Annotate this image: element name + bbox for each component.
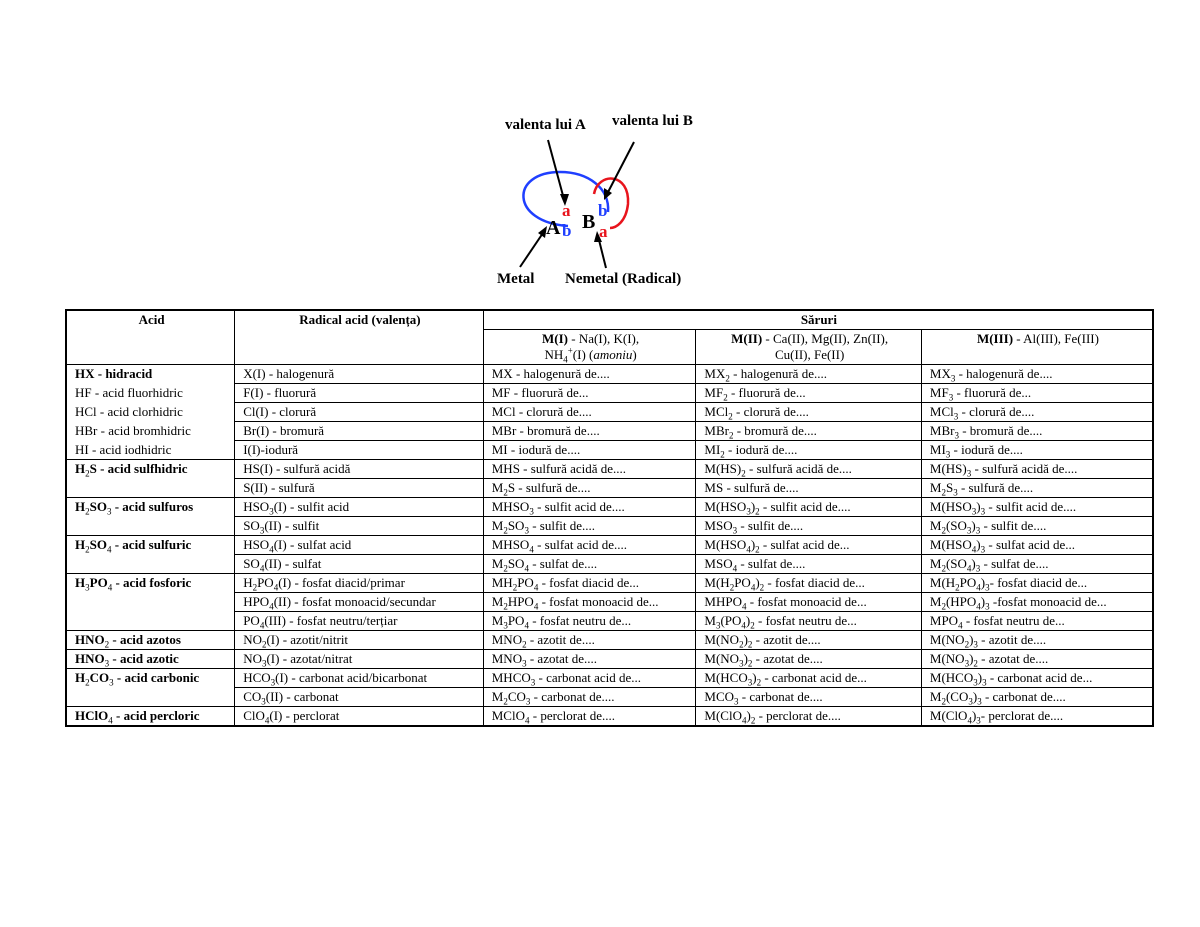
salt-m2-cell: $MI_2$ - iodură de.... bbox=[696, 441, 921, 460]
salt-m1-cell: $MH_2PO_4$ - fosfat diacid de... bbox=[483, 574, 696, 593]
table-row bbox=[66, 365, 1153, 384]
radical-cell: $SO_3(II)$ - sulfit bbox=[235, 517, 484, 536]
salt-m1-cell: $MHSO_4$ - sulfat acid de.... bbox=[483, 536, 696, 555]
salt-m2-cell: $MX_2$ - halogenură de.... bbox=[696, 365, 921, 384]
small-b-blue-2: b bbox=[598, 201, 608, 220]
radical-cell: $NO_2(I)$ - azotit/nitrit bbox=[235, 631, 484, 650]
acid-cell: HCl - acid clorhidric bbox=[66, 403, 235, 422]
salt-m3-cell: $M(NO_2)_3$ - azotit de.... bbox=[921, 631, 1153, 650]
acid-cell: $H_2S$ - acid sulfhidric bbox=[66, 460, 235, 479]
table-row bbox=[66, 669, 1153, 688]
salt-m3-cell: $M(H_2PO_4)_3-$ fosfat diacid de... bbox=[921, 574, 1153, 593]
acids-salts-table bbox=[65, 309, 1154, 727]
acid-cell bbox=[66, 593, 235, 612]
salt-m3-cell: $M(HSO_4)_3$ - sulfat acid de... bbox=[921, 536, 1153, 555]
salt-m3-cell: MCl$_3$ - clorură de.... bbox=[921, 403, 1153, 422]
radical-cell: $HSO_4(I)$ - sulfat acid bbox=[235, 536, 484, 555]
salt-m1-cell: $MNO_2$ - azotit de.... bbox=[483, 631, 696, 650]
acid-cell: $H_2CO_3$ - acid carbonic bbox=[66, 669, 235, 688]
salt-m3-cell: $MI_3$ - iodură de.... bbox=[921, 441, 1153, 460]
salt-m2-cell: $M(HSO_4)_2$ - sulfat acid de... bbox=[696, 536, 921, 555]
salt-m1-cell: $M_2SO_3$ - sulfit de.... bbox=[483, 517, 696, 536]
table-row bbox=[66, 441, 1153, 460]
letter-a: A bbox=[546, 217, 561, 239]
salt-m1-cell: $M_2SO_4$ - sulfat de.... bbox=[483, 555, 696, 574]
radical-cell: ClO$_4$(I) - perclorat bbox=[235, 707, 484, 727]
header-row-1 bbox=[66, 310, 1153, 330]
radical-cell: $SO_4(II)$ - sulfat bbox=[235, 555, 484, 574]
header-m2: M(II) - Ca(II), Mg(II), Zn(II), Cu(II), Fe(II) bbox=[696, 330, 921, 365]
small-b-blue-1: b bbox=[562, 221, 572, 240]
salt-m3-cell: $M_2(SO_3)_3$ - sulfit de.... bbox=[921, 517, 1153, 536]
salt-m3-cell: $M_2(HPO_4)_3$ -fosfat monoacid de... bbox=[921, 593, 1153, 612]
salt-m2-cell: $M(HSO_3)_2$ - sulfit acid de.... bbox=[696, 498, 921, 517]
label-valenta-a: valenta lui A bbox=[505, 117, 586, 133]
table-row bbox=[66, 593, 1153, 612]
salt-m1-cell: $M_2CO_3$ - carbonat de.... bbox=[483, 688, 696, 707]
table-body bbox=[66, 365, 1153, 727]
salt-m3-cell: $M_2(CO_3)_3$ - carbonat de.... bbox=[921, 688, 1153, 707]
salt-m3-cell: $MX_3$ - halogenură de.... bbox=[921, 365, 1153, 384]
acid-cell bbox=[66, 479, 235, 498]
radical-cell: $PO_4(III)$ - fosfat neutru/terțiar bbox=[235, 612, 484, 631]
table-row bbox=[66, 612, 1153, 631]
table-row bbox=[66, 650, 1153, 669]
acid-cell: $H_3PO_4$ - acid fosforic bbox=[66, 574, 235, 593]
radical-cell: I(I)-iodură bbox=[235, 441, 484, 460]
salt-m3-cell: $M(ClO_4)_3-$ perclorat de.... bbox=[921, 707, 1153, 727]
acid-cell bbox=[66, 517, 235, 536]
salt-m2-cell: MBr$_2$ - bromură de.... bbox=[696, 422, 921, 441]
radical-cell: S(II) - sulfură bbox=[235, 479, 484, 498]
salt-m3-cell: $MF_3$ - fluorură de... bbox=[921, 384, 1153, 403]
table-row bbox=[66, 384, 1153, 403]
salt-m3-cell: $MPO_4$ - fosfat neutru de... bbox=[921, 612, 1153, 631]
arrow-metal bbox=[520, 230, 545, 267]
salt-m3-cell: $M(HSO_3)_3$ - sulfit acid de.... bbox=[921, 498, 1153, 517]
salt-m1-cell: MX - halogenură de.... bbox=[483, 365, 696, 384]
table-row bbox=[66, 555, 1153, 574]
salt-m2-cell: $MHPO_4$ - fosfat monoacid de... bbox=[696, 593, 921, 612]
acid-cell: HX - hidracid bbox=[66, 365, 235, 384]
radical-cell: Cl(I) - clorură bbox=[235, 403, 484, 422]
radical-cell: Br(I) - bromură bbox=[235, 422, 484, 441]
radical-cell: $H_2PO_4(I)$ - fosfat diacid/primar bbox=[235, 574, 484, 593]
salt-m1-cell: MHS - sulfură acidă de.... bbox=[483, 460, 696, 479]
label-nemetal: Nemetal (Radical) bbox=[565, 271, 682, 287]
table-row bbox=[66, 517, 1153, 536]
radical-cell: $HPO_4(II)$ - fosfat monoacid/secundar bbox=[235, 593, 484, 612]
header-m1: M(I) - Na(I), K(I), $NH_4^+(I)$ (amoniu) bbox=[483, 330, 696, 365]
header-radical: Radical acid (valența) bbox=[235, 310, 484, 365]
acid-cell bbox=[66, 612, 235, 631]
small-a-red-2: a bbox=[599, 222, 608, 241]
small-a-red-1: a bbox=[562, 201, 571, 220]
table-row bbox=[66, 403, 1153, 422]
arrow-valenta-b bbox=[606, 142, 634, 196]
salt-m1-cell: $M_3PO_4$ - fosfat neutru de... bbox=[483, 612, 696, 631]
salt-m3-cell: $M_2S_3$ - sulfură de.... bbox=[921, 479, 1153, 498]
header-saruri: Săruri bbox=[483, 310, 1153, 330]
acid-cell: HF - acid fluorhidric bbox=[66, 384, 235, 403]
salt-m1-cell: $MHCO_3$ - carbonat acid de... bbox=[483, 669, 696, 688]
table-row bbox=[66, 460, 1153, 479]
salt-m1-cell: $MNO_3$ - azotat de.... bbox=[483, 650, 696, 669]
salt-m1-cell: MI - iodură de.... bbox=[483, 441, 696, 460]
salt-m1-cell: MF - fluorură de... bbox=[483, 384, 696, 403]
acid-cell: $H_2SO_4$ - acid sulfuric bbox=[66, 536, 235, 555]
header-m3: M(III) - Al(III), Fe(III) bbox=[921, 330, 1153, 365]
salt-m2-cell: $MSO_4$ - sulfat de.... bbox=[696, 555, 921, 574]
salt-m3-cell: $M(NO_3)_2$ - azotat de.... bbox=[921, 650, 1153, 669]
salt-m1-cell: MCl - clorură de.... bbox=[483, 403, 696, 422]
salt-m1-cell: MBr - bromură de.... bbox=[483, 422, 696, 441]
radical-cell: HS(I) - sulfură acidă bbox=[235, 460, 484, 479]
table-row bbox=[66, 574, 1153, 593]
acid-cell: HBr - acid bromhidric bbox=[66, 422, 235, 441]
salt-m2-cell: $M(H_2PO_4)_2$ - fosfat diacid de... bbox=[696, 574, 921, 593]
radical-cell: $NO_3(I)$ - azotat/nitrat bbox=[235, 650, 484, 669]
letter-b: B bbox=[582, 211, 596, 233]
valence-diagram bbox=[470, 100, 730, 300]
salt-m2-cell: $M(NO_2)_2$ - azotit de.... bbox=[696, 631, 921, 650]
table-row bbox=[66, 707, 1153, 727]
salt-m2-cell: $M_3(PO_4)_2$ - fosfat neutru de... bbox=[696, 612, 921, 631]
acid-cell bbox=[66, 688, 235, 707]
table-row bbox=[66, 688, 1153, 707]
table-row bbox=[66, 498, 1153, 517]
salt-m2-cell: $M(HS)_2$ - sulfură acidă de.... bbox=[696, 460, 921, 479]
salt-m3-cell: $M(HCO_3)_3$ - carbonat acid de... bbox=[921, 669, 1153, 688]
salt-m1-cell: $M_2S$ - sulfură de.... bbox=[483, 479, 696, 498]
table-row bbox=[66, 479, 1153, 498]
salt-m3-cell: $M(HS)_3$ - sulfură acidă de.... bbox=[921, 460, 1153, 479]
salt-m1-cell: MClO$_4$ - perclorat de.... bbox=[483, 707, 696, 727]
acid-cell: HI - acid iodhidric bbox=[66, 441, 235, 460]
radical-cell: $HSO_3(I)$ - sulfit acid bbox=[235, 498, 484, 517]
label-valenta-b: valenta lui B bbox=[612, 113, 693, 129]
salt-m2-cell: $M(NO_3)_2$ - azotat de.... bbox=[696, 650, 921, 669]
acid-cell: $HNO_2$ - acid azotos bbox=[66, 631, 235, 650]
salt-m2-cell: $MSO_3$ - sulfit de.... bbox=[696, 517, 921, 536]
salt-m2-cell: $M(ClO_4)_2$ - perclorat de.... bbox=[696, 707, 921, 727]
salt-m2-cell: MCl$_2$ - clorură de.... bbox=[696, 403, 921, 422]
acid-cell bbox=[66, 555, 235, 574]
salt-m1-cell: $MHSO_3$ - sulfit acid de.... bbox=[483, 498, 696, 517]
radical-cell: X(I) - halogenură bbox=[235, 365, 484, 384]
radical-cell: $CO_3(II)$ - carbonat bbox=[235, 688, 484, 707]
salt-m2-cell: $MCO_3$ - carbonat de.... bbox=[696, 688, 921, 707]
label-metal: Metal bbox=[497, 271, 535, 287]
table-row bbox=[66, 631, 1153, 650]
acid-cell: $HNO_3$ - acid azotic bbox=[66, 650, 235, 669]
salt-m3-cell: $M_2(SO_4)_3$ - sulfat de.... bbox=[921, 555, 1153, 574]
radical-cell: F(I) - fluorură bbox=[235, 384, 484, 403]
table-row bbox=[66, 536, 1153, 555]
salt-m2-cell: $M(HCO_3)_2$ - carbonat acid de... bbox=[696, 669, 921, 688]
salt-m3-cell: MBr$_3$ - bromură de.... bbox=[921, 422, 1153, 441]
salt-m2-cell: MS - sulfură de.... bbox=[696, 479, 921, 498]
salt-m2-cell: $MF_2$ - fluorură de... bbox=[696, 384, 921, 403]
header-acid: Acid bbox=[66, 310, 235, 365]
acid-cell: HClO$_4$ - acid percloric bbox=[66, 707, 235, 727]
table-row bbox=[66, 422, 1153, 441]
acid-cell: $H_2SO_3$ - acid sulfuros bbox=[66, 498, 235, 517]
arrowhead-valenta-b bbox=[604, 188, 612, 200]
salt-m1-cell: $M_2HPO_4$ - fosfat monoacid de... bbox=[483, 593, 696, 612]
radical-cell: $HCO_3(I)$ - carbonat acid/bicarbonat bbox=[235, 669, 484, 688]
